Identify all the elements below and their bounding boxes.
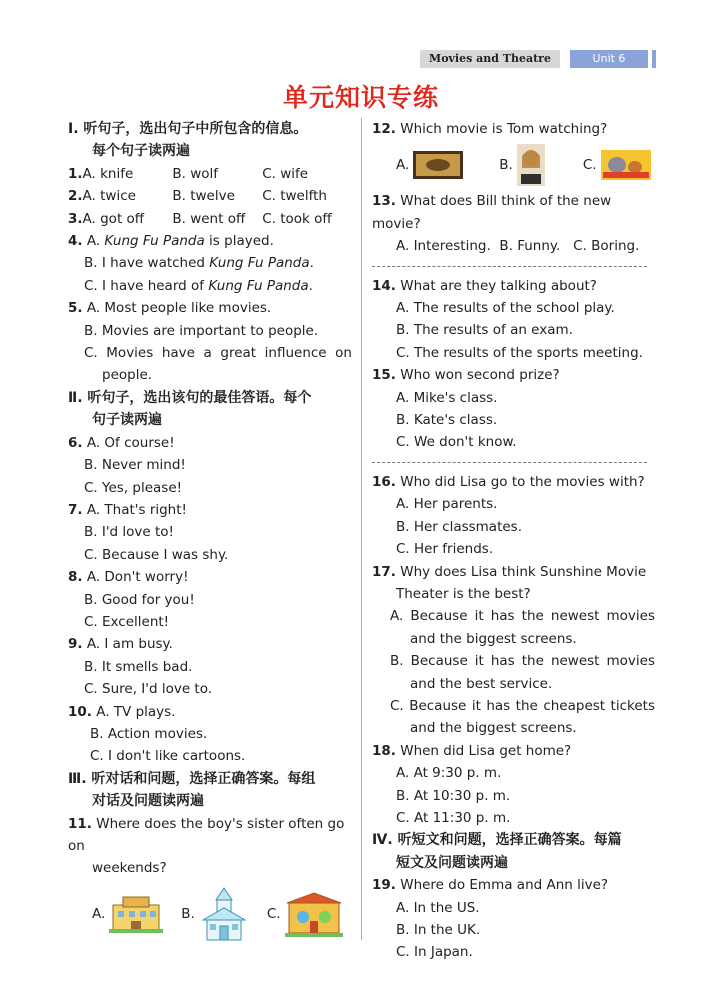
question-12: 12. Which movie is Tom watching? A. B. C. — [372, 118, 655, 190]
question-5: 5. A. Most people like movies. B. Movies are important to people. C. Movies have a great influence on people. — [68, 300, 352, 384]
movie-poster-a-icon — [413, 151, 463, 179]
q12-option-b-label: B. — [499, 157, 513, 174]
right-column — [372, 118, 655, 964]
cinema-building-icon — [109, 895, 163, 933]
question-1: 1. A. knife B. wolf C. wife — [68, 165, 309, 182]
church-building-icon — [199, 886, 249, 942]
page-title: 单元知识专练 — [282, 83, 439, 112]
q11-option-b-label: B. — [181, 905, 195, 922]
question-9: 9. A. I am busy. B. It smells bad. C. Sure, I'd love to. — [68, 636, 213, 698]
dashed-divider — [372, 462, 647, 463]
q12-option-c-label: C. — [582, 157, 597, 174]
movie-poster-b-icon — [517, 144, 545, 186]
question-3: 3. A. got off B. went off C. took off — [68, 210, 332, 227]
question-11: 11. Where does the boy's sister often go on weekends? A. B. C. — [68, 813, 352, 942]
section-2-heading: Ⅱ. 听句子，选出该句的最佳答语。每个 句子读两遍 — [68, 389, 312, 429]
q11-option-c-label: C. — [266, 905, 281, 922]
movie-poster-c-icon — [601, 150, 651, 180]
question-2: 2. A. twice B. twelve C. twelfth — [68, 188, 327, 205]
question-10: 10. A. TV plays. B. Action movies. C. I don't like cartoons. — [68, 703, 246, 765]
question-8: 8. A. Don't worry! B. Good for you! C. Excellent! — [68, 569, 195, 630]
q12-option-a-label: A. — [396, 157, 410, 174]
section-4-heading: Ⅳ. 听短文和问题，选择正确答案。每篇 短文及问题读两遍 — [372, 832, 622, 871]
section-1-heading: Ⅰ. 听句子，选出句子中所包含的信息。 每个句子读两遍 — [68, 121, 308, 160]
question-14: 14. What are they talking about? A. The results of the school play. B. The results of an exam. C. The results of the sports meeting. — [372, 277, 643, 361]
question-7: 7. A. That's right! B. I'd love to! C. Because I was shy. — [68, 501, 229, 563]
q11-option-a-label: A. — [92, 905, 106, 922]
colorful-building-icon — [285, 891, 343, 937]
question-6: 6. A. Of course! B. Never mind! C. Yes, please! — [68, 434, 186, 496]
header-topic: Movies and Theatre — [420, 50, 560, 68]
question-19: 19. Where do Emma and Ann live? A. In the US. B. In the UK. C. In Japan. — [372, 877, 609, 961]
page-header — [420, 50, 658, 70]
header-bar — [652, 50, 656, 68]
question-16: 16. Who did Lisa go to the movies with? A. Her parents. B. Her classmates. C. Her friends. — [372, 473, 645, 558]
question-17: 17. Why does Lisa think Sunshine Movie Theater is the best? A. Because it has the newest movies and the biggest screens. B. Because it has the newest movies and the best service. C. Because it has the cheapest tickets and the biggest screens. — [372, 563, 655, 737]
header-unit: Unit 6 — [570, 50, 648, 68]
left-column — [68, 118, 352, 942]
column-divider — [361, 118, 362, 940]
question-13: 13. What does Bill think of the new movie? A. Interesting. B. Funny. C. Boring. — [372, 193, 640, 255]
question-4: 4. A. Kung Fu Panda is played. B. I have watched Kung Fu Panda. C. I have heard of Kung Fu Panda. — [68, 233, 314, 294]
section-3-heading: Ⅲ. 听对话和问题，选择正确答案。每组 对话及问题读两遍 — [68, 770, 316, 810]
question-18: 18. When did Lisa get home? A. At 9:30 p. m. B. At 10:30 p. m. C. At 11:30 p. m. — [372, 742, 572, 826]
question-15: 15. Who won second prize? A. Mike's class. B. Kate's class. C. We don't know. — [372, 367, 560, 451]
dashed-divider — [372, 266, 647, 267]
